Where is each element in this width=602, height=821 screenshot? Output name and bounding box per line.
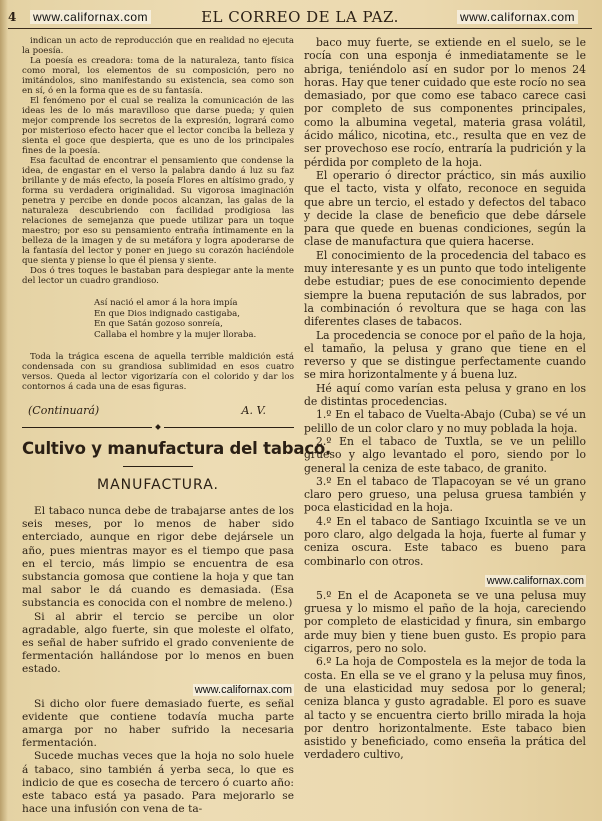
article-title: Cultivo y manufactura del tabaco.	[22, 439, 332, 458]
page-header	[8, 6, 592, 29]
left-column	[22, 36, 332, 816]
divider-diamond-icon	[155, 424, 161, 430]
watermark-left: www.californax.com	[30, 10, 151, 24]
body-paragraph: Si dicho olor fuere demasiado fuerte, es señal evidente que contiene todavía mucha parte amarga por no haber sufrido la necesaria fermentación.	[22, 697, 294, 750]
body-paragraph: El conocimiento de la procedencia del tabaco es muy interesante y es un punto que todo inteligente debe estudiar; pues de ese conocimiento depende siempre la buena reputación de sus labrados, por la combinación ó revoltura que se haga con las diferentes clases de tabacos.	[304, 248, 586, 329]
article-body-right	[304, 36, 586, 762]
list-item: 5.º En el de Acaponeta se ve una pelusa muy gruesa y lo mismo el paño de la hoja, careciendo por completo de elasticidad y finura, sin embargo arde muy bien y tiene buen gusto. Es propio para cigarros, pero no solo.	[304, 588, 586, 656]
intro-paragraph: La poesía es creadora: toma de la naturaleza, tanto física como moral, los elementos de su composición, pero no imitándolos, sino manifestando su existencia, sea como son en sí, ó en la forma que es de su fantasía.	[22, 56, 294, 96]
list-item: 3.º En el tabaco de Tlapacoyan se vé un grano claro pero grueso, una pelusa gruesa también y poca elasticidad en la hoja.	[304, 474, 586, 515]
verse-line: Así nació el amor á la hora impía	[94, 298, 238, 308]
watermark-right: www.californax.com	[457, 10, 578, 24]
continuation-line	[28, 404, 294, 417]
continuara-label: (Continuará)	[28, 404, 100, 417]
section-title: MANUFACTURA.	[97, 477, 219, 493]
article-body-left	[22, 505, 294, 816]
section-divider	[22, 425, 294, 429]
author-signature: A. V.	[241, 404, 266, 417]
list-item: 1.º En el tabaco de Vuelta-Abajo (Cuba) se vé un pelillo de un color claro y no muy poblada la hoja.	[304, 408, 586, 435]
intro-paragraph: Dos ó tres toques le bastaban para despiegar ante la mente del lector un cuadro grandioso.	[22, 266, 294, 286]
list-item: 2.º En el tabaco de Tuxtla, se ve un pelillo grueso y algo levantado el poro, siendo por lo general la ceniza de este tabaco, de granito.	[304, 434, 586, 475]
intro-paragraph: indican un acto de reproducción que en realidad no ejecuta la poesía.	[22, 36, 294, 56]
body-paragraph: El operario ó director práctico, sin más auxilio que el tacto, vista y olfato, reconoce en seguida que abre un tercio, el estado y defectos del tabaco y decide la clase de beneficio que debe dársele para que quede en buenas condiciones, según la clase de manufactura que quiera hacerse.	[304, 168, 586, 249]
intro-paragraph: Esa facultad de encontrar el pensamiento que condense la idea, de engastar en el verso la palabra dando á luz su faz brillante y de más efecto, la poseía Flores en altísimo grado, y forma su verdadera originalidad. Su vigorosa imaginación penetra y percibe en donde pocos alcanzan, las galas de la naturaleza descubriendo con facilidad prodigiosa las relaciones de semejanza que puede utilizar para un toque maestro; por eso su pensamiento entraña íntimamente en la belleza de la imagen y de su metáfora y logra apoderarse de la fantasía del lector y poner en juego su corazón haciéndole que sienta y piense lo que él piensa y siente.	[22, 156, 294, 266]
right-column	[304, 36, 586, 815]
body-paragraph: Si al abrir el tercio se percibe un olor agradable, algo fuerte, sin que moleste el olfato, es señal de haber sufrido el grado conveniente de fermentación hallándose por lo menos en buen estado.	[22, 610, 294, 676]
verse-line: En que Satán gozoso sonreía,	[94, 319, 223, 329]
intro-text	[22, 36, 294, 392]
verse-line: En que Dios indignado castigaba,	[94, 308, 240, 319]
intro-paragraph: El fenómeno por el cual se realiza la comunicación de las ideas les de lo más maravilloso que darse pueda; y quien mejor comprende los secretos de la expresión, logrará como por misterioso efecto hacer que el lector conciba la belleza y sienta el goce que despierta, que es uno de los principales fines de la poesía.	[22, 96, 294, 156]
watermark-inline-left: www.californax.com	[194, 683, 292, 696]
body-paragraph: La procedencia se conoce por el paño de la hoja, el tamaño, la pelusa y grano que tiene en el reverso y que se distingue perfectamente cuando se mira horizontalmente y á buena luz.	[304, 328, 586, 382]
page-number: 4	[8, 10, 17, 24]
list-item: 4.º En el tabaco de Santiago Ixcuintla se ve un poro claro, algo delgada la hoja, fuerte al fumar y ceniza oscura. Este tabaco es bueno para combinarlo con otros.	[304, 514, 586, 568]
verse-quote	[94, 298, 294, 340]
body-paragraph: Hé aquí como varían esta pelusa y grano en los de distintas procedencias.	[304, 381, 586, 409]
body-paragraph: baco muy fuerte, se extiende en el suelo, se le rocía con una esponja é inmediatamente se le abriga, teniéndolo así en sudor por lo menos 24 horas. Hay que tener cuidado que este rocío no sea demasiado, por que como ese tabaco carece casi por completo de sus componentes principales, como la albumina vegetal, materia grasa volátil, ácido málico, nicotina, etc., resulta que en vez de ser provechoso ese rocío, entraría la pudrición y la pérdida por completo de la hoja.	[304, 36, 586, 169]
masthead: EL CORREO DE LA PAZ.	[201, 8, 399, 26]
body-paragraph: Sucede muchas veces que la hoja no solo huele á tabaco, sino también á yerba seca, lo que es indicio de que es cosecha de tercero ó cuarto año: este tabaco está ya pasado. Para mejorarlo se hace una infusión con vena de ta-	[22, 750, 294, 816]
tragica-paragraph: Toda la trágica escena de aquella terrible maldición está condensada con su grandiosa sublimidad en esos cuatro versos. Queda al lector vigorizaría con el colorido y dar los contornos á cada una de esas figuras.	[22, 352, 294, 392]
verse-line: Callaba el hombre y la mujer lloraba.	[94, 329, 257, 340]
list-item: 6.º La hoja de Compostela es la mejor de toda la costa. En ella se ve el grano y la pelusa muy finos, de una elasticidad muy sedosa por lo general; ceniza blanca y gusto agradable. El poro es suave al tacto y se encuentra cierto brillo mirada la hoja por dentro horizontalmente. Este tabaco bien asistido y beneficiado, como enseña la prática del verdadero cultivo,	[304, 655, 586, 762]
body-paragraph: El tabaco nunca debe de trabajarse antes de los seis meses, por lo menos de haber sido enterciado, aunque en rigor debe dejársele un año, pues mientras mayor es el tiempo que pasa en el tercio, más limpio se encuentra de esa substancia gomosa que contiene la hoja y que tan mal sabor le dá cuando es demasiada. (Esa substancia es conocida con el nombre de meleno.)	[22, 505, 294, 610]
page-spine-shadow	[0, 0, 8, 821]
watermark-inline-right: www.californax.com	[486, 574, 584, 587]
title-rule	[123, 466, 193, 467]
